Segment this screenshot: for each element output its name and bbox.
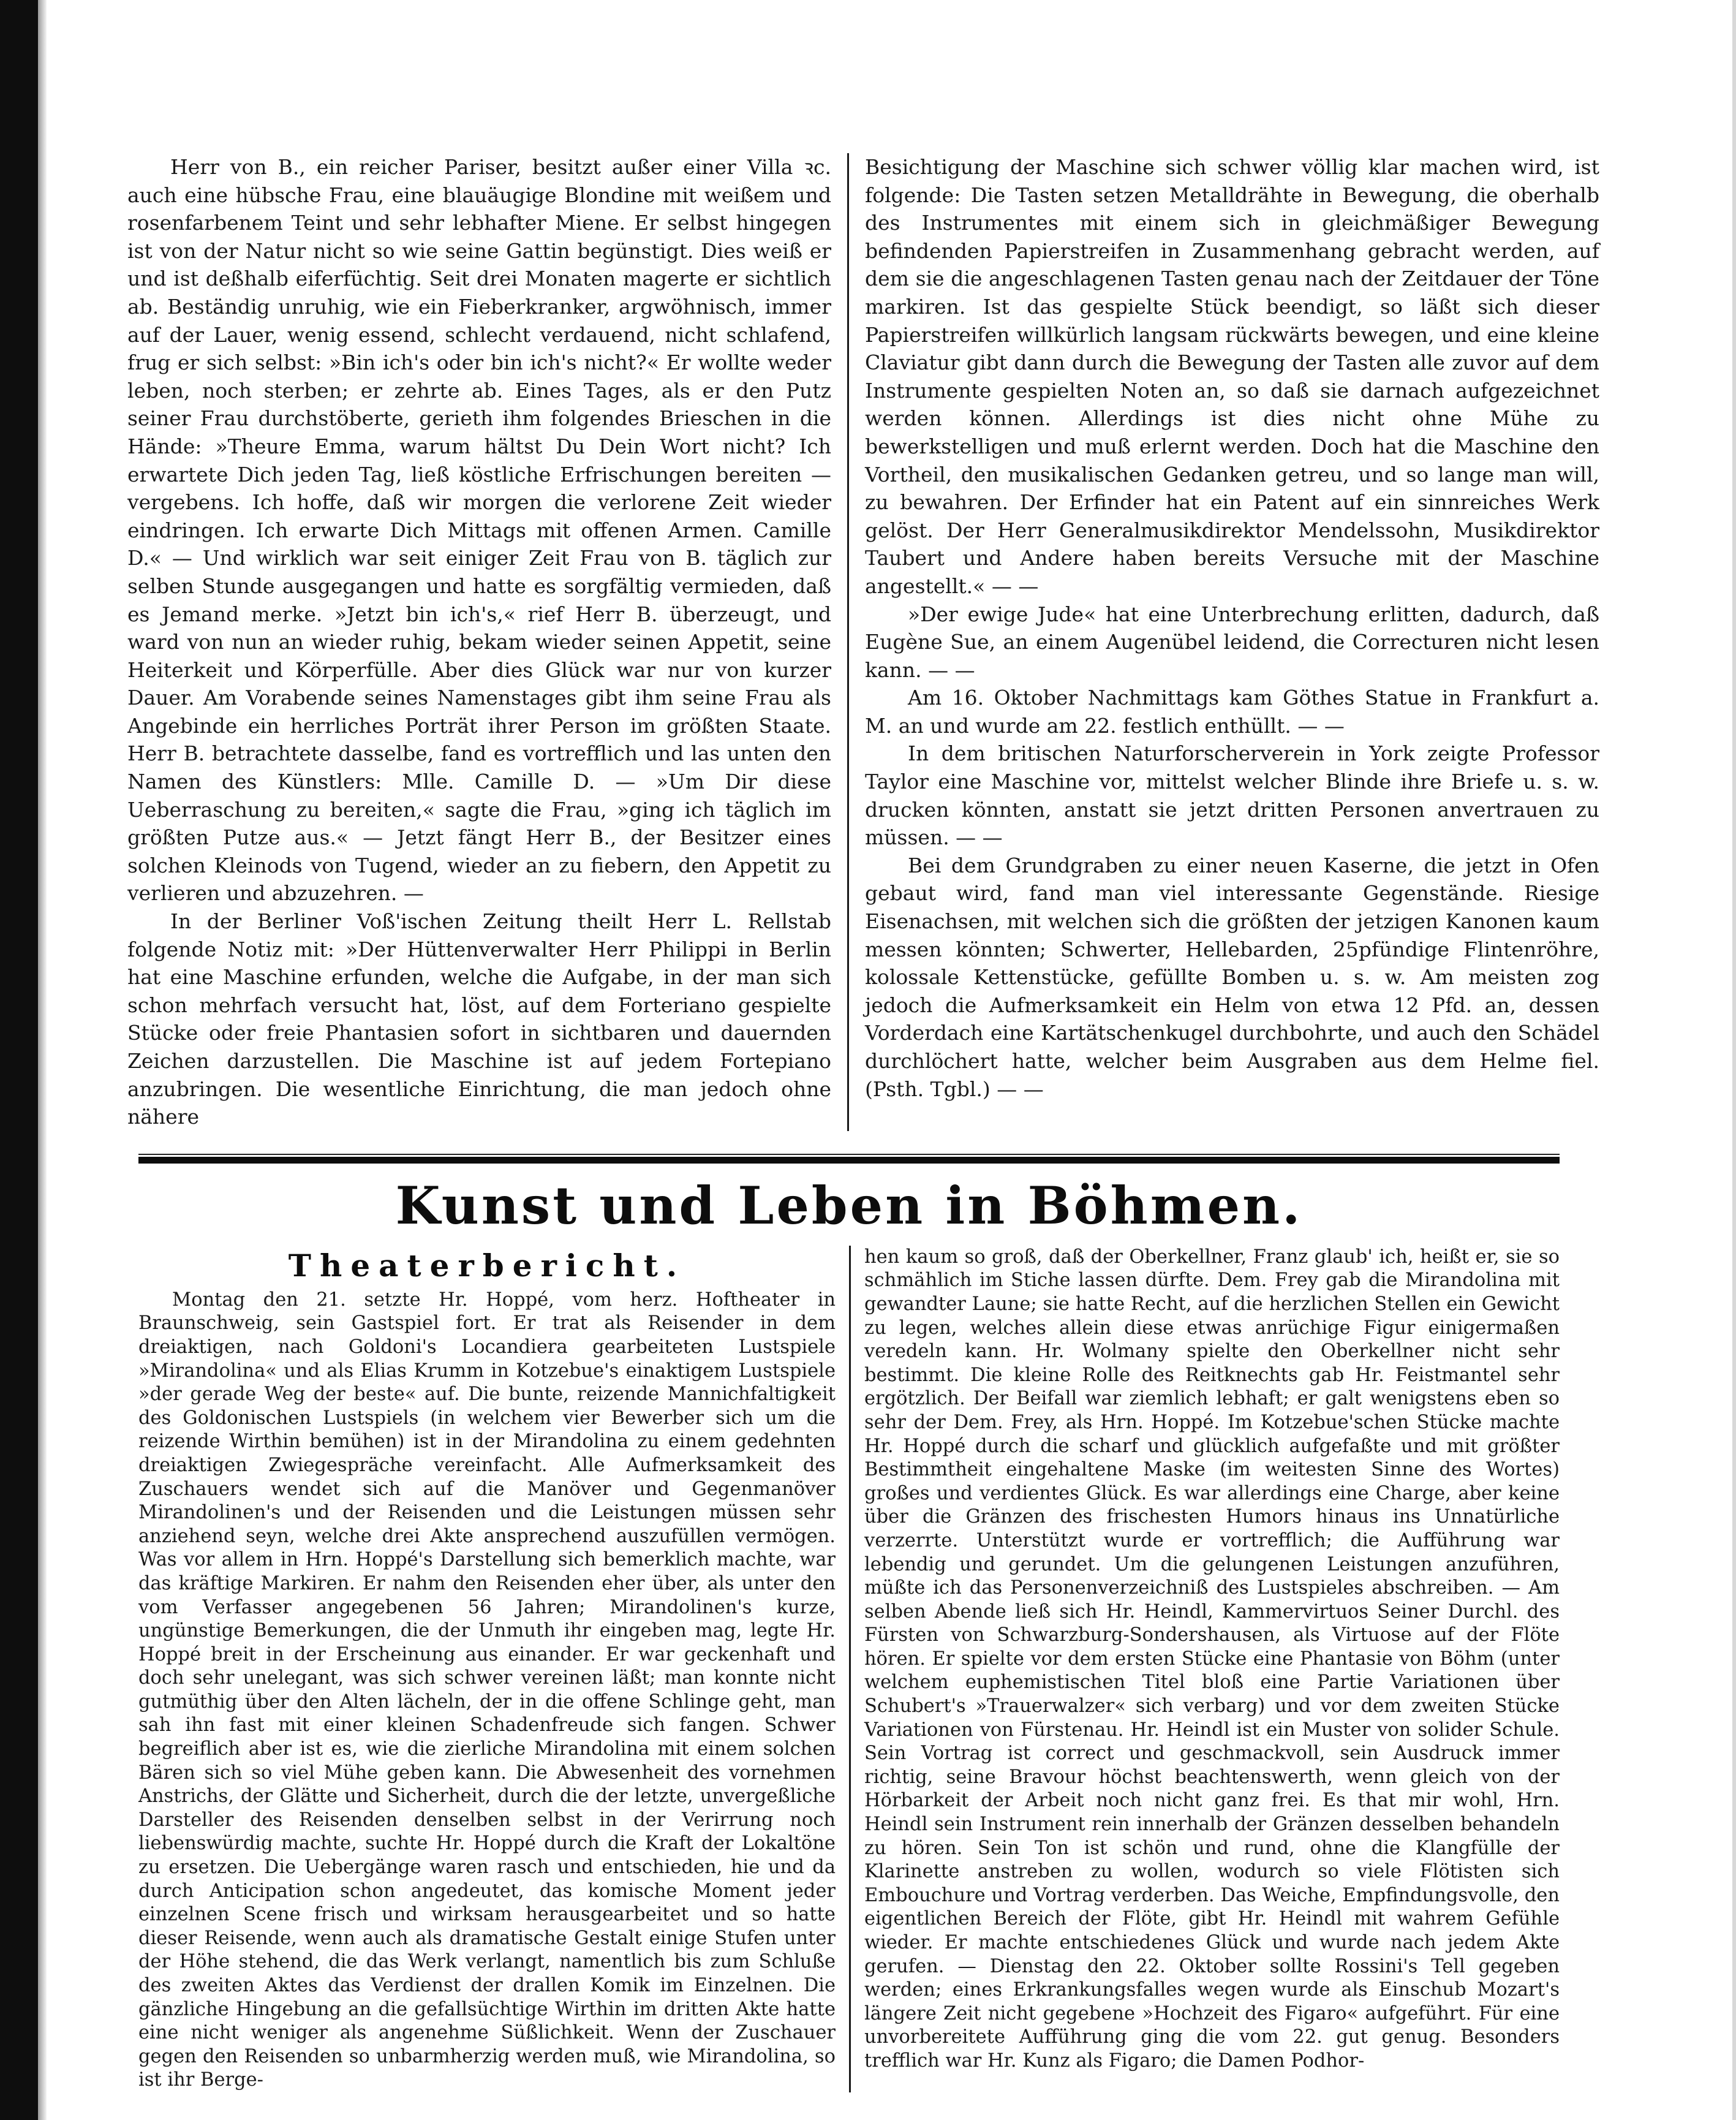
article-paragraph: In der Berliner Voß'ischen Zeitung theilt Herr L. Rellstab folgende Notiz mit: »Der Hüttenverwalter Herr Philippi in Berlin hat eine Maschine erfunden, welche die Aufgabe, in der man sich schon mehrfach versucht hat, löst, auf dem Forteriano gespielte Stücke oder freie Phantasien sofort in sichtbaren und dauernden Zeichen darzustellen. Die Maschine ist auf jedem Fortepiano anzubringen. Die wesentliche Einrichtung, die man jedoch ohne nähere [127, 909, 831, 1129]
upper-left-column [127, 153, 847, 1131]
section-rule-thin [138, 1154, 1560, 1155]
lower-right-column [849, 1246, 1560, 2092]
binding-edge [38, 0, 47, 2120]
binding-shadow [0, 0, 38, 2120]
lower-left-column [138, 1246, 849, 2092]
article-paragraph: hen kaum so groß, daß der Oberkellner, Franz glaub' ich, heißt er, sie so schmählich im Stiche lassen dürfte. Dem. Frey gab die Mirandolina mit gewandter Laune; sie hatte Recht, auf die herzlichen Stellen ein Gewicht zu legen, welches allein diese etwas anrüchige Figur einigermaßen veredeln kann. Hr. Wolmany spielte den Oberkellner nicht sehr bestimmt. Die kleine Rolle des Reitknechts gab Hr. Feistmantel sehr ergötzlich. Der Beifall war ziemlich lebhaft; er galt wenigstens eben so sehr der Dem. Frey, als Hrn. Hoppé. Im Kotzebue'schen Stücke machte Hr. Hoppé durch die scharf und glücklich aufgefaßte und mit größter Bestimmtheit eingehaltene Maske (im weitesten Sinne des Wortes) großes und verdientes Glück. Es war allerdings eine Charge, aber keine über die Gränzen des frischesten Humors hinaus ins Unnatürliche verzerrte. Unterstützt wurde er vortrefflich; die Aufführung war lebendig und gerundet. Um die gelungenen Leistungen anzuführen, müßte ich das Personenverzeichniß des Lustspieles abschreiben. — Am selben Abende ließ sich Hr. Heindl, Kammervirtuos Seiner Durchl. des Fürsten von Schwarzburg-Sondershausen, als Virtuose auf der Flöte hören. Er spielte vor dem ersten Stücke eine Phantasie von Böhm (unter welchem euphemistischen Titel bloß eine Partie Variationen über Schubert's »Trauerwalzer« sich verbarg) und vor dem zweiten Stücke Variationen von Fürstenau. Hr. Heindl ist ein Muster von solider Schule. Sein Vortrag ist correct und geschmackvoll, sein Ausdruck immer richtig, seine Bravour höchst beachtenswerth, wenn gleich von der Hörbarkeit der Arbeit noch nicht ganz frei. Es that mir wohl, Hrn. Heindl sein Instrument rein innerhalb der Gränzen desselben behandeln zu hören. Sein Ton ist schön und rund, ohne die Klangfülle der Klarinette anstreben zu wollen, wodurch so viele Flötisten sich Embouchure und Vortrag verderben. Das Weiche, Empfindungsvolle, den eigentlichen Bereich der Flöte, gibt Hr. Heindl mit wahrem Gefühle wieder. Er machte entschiedenes Glück und wurde nach jedem Akte gerufen. — Dienstag den 22. Oktober sollte Rossini's Tell gegeben werden; eines Erkrankungsfalles wegen wurde als Einschub Mozart's längere Zeit nicht gegebene »Hochzeit des Figaro« aufgeführt. Für eine unvorbereitete Aufführung ging die vom 22. gut genug. Besonders trefflich war Hr. Kunz als Figaro; die Damen Podhor- [864, 1246, 1560, 2072]
page-edge [1732, 0, 1736, 2120]
article-paragraph: In dem britischen Naturforscherverein in York zeigte Professor Taylor eine Maschine vor, mittelst welcher Blinde ihre Briefe u. s. w. drucken könnten, anstatt sie jetzt dritten Personen anvertrauen zu müssen. — — [865, 741, 1599, 850]
article-paragraph: Montag den 21. setzte Hr. Hoppé, vom herz. Hoftheater in Braunschweig, sein Gastspiel fort. Er trat als Reisender in dem dreiaktigen, nach Goldoni's Locandiera gearbeiteten Lustspiele »Mirandolina« und als Elias Krumm in Kotzebue's einaktigem Lustspiele »der gerade Weg der beste« auf. Die bunte, reizende Mannichfaltigkeit des Goldonischen Lustspiels (in welchem vier Bewerber sich um die reizende Wirthin bemühen) ist in der Mirandolina zu einem gedehnten dreiaktigen Zwiegespräche vereinfacht. Alle Aufmerksamkeit des Zuschauers wendet sich auf die Manöver und Gegenmanöver Mirandolinen's und der Reisenden und die Leistungen müssen sehr anziehend seyn, welche drei Akte ansprechend auszufüllen vermögen. Was vor allem in Hrn. Hoppé's Darstellung sich bemerklich machte, war das kräftige Markiren. Er nahm den Reisenden eher über, als unter den vom Verfasser angegebenen 56 Jahren; Mirandolinen's kurze, ungünstige Bemerkungen, die der Unmuth ihr eingeben mag, legte Hr. Hoppé breit in der Erscheinung aus einander. Er war geckenhaft und doch sehr unelegant, was sich schwer vereinen läßt; man konnte nicht gutmüthig über den Alten lächeln, der in die offene Schlinge geht, man sah ihn fast mit einer kleinen Schadenfreude sich fangen. Schwer begreiflich aber ist es, wie die zierliche Mirandolina mit einem solchen Bären sich so viel Mühe geben kann. Die Abwesenheit des vornehmen Anstrichs, der Glätte und Sicherheit, durch die der letzte, unvergeßliche Darsteller des Reisenden denselben selbst in der Verirrung noch liebenswürdig machte, suchte Hr. Hoppé durch die Kraft der Lokaltöne zu ersetzen. Die Uebergänge waren rasch und entschieden, hie und da durch Anticipation schon angedeutet, das komische Moment jeder einzelnen Scene frisch und wirksam herausgearbeitet und so hatte dieser Reisende, wenn auch als dramatische Gestalt einige Stufen unter der Höhe stehend, die das Werk verlangt, namentlich bis zum Schluße des zweiten Aktes das Verdienst der drallen Komik im Einzelnen. Die gänzliche Hingebung an die gefallsüchtige Wirthin im dritten Akte hatte eine nicht weniger als angenehme Süßlichkeit. Wenn der Zuschauer gegen den Reisenden so unbarmherzig werden muß, wie Mirandolina, so ist ihr Berge- [138, 1289, 836, 2091]
upper-right-column [847, 153, 1599, 1131]
article-paragraph: »Der ewige Jude« hat eine Unterbrechung erlitten, dadurch, daß Eugène Sue, an einem Augenübel leidend, die Correcturen nicht lesen kann. — — [865, 602, 1599, 682]
newspaper-page [72, 0, 1720, 2120]
article-paragraph: Bei dem Grundgraben zu einer neuen Kaserne, die jetzt in Ofen gebaut wird, fand man viel interessante Gegenstände. Riesige Eisenachsen, mit welchen sich die größten der jetzigen Kanonen kaum messen könnten; Schwerter, Hellebarden, 25pfündige Flintenröhre, kolossale Kettenstücke, gefüllte Bomben u. s. w. Am meisten zog jedoch die Aufmerksamkeit ein Helm von etwa 12 Pfd. an, dessen Vorderdach eine Kartätschenkugel durchbohrte, und auch den Schädel durchlöchert hatte, welcher beim Ausgraben aus dem Helme fiel. (Psth. Tgbl.) — — [865, 853, 1599, 1101]
article-paragraph: Herr von B., ein reicher Pariser, besitzt außer einer Villa ꝛc. auch eine hübsche Frau, eine blauäugige Blondine mit weißem und rosenfarbenem Teint und sehr lebhafter Miene. Er selbst hingegen ist von der Natur nicht so wie seine Gattin begünstigt. Dies weiß er und ist deßhalb eiferfüchtig. Seit drei Monaten magerte er sichtlich ab. Beständig unruhig, wie ein Fieberkranker, argwöhnisch, immer auf der Lauer, wenig essend, schlecht verdauend, nicht schlafend, frug er sich selbst: »Bin ich's oder bin ich's nicht?« Er wollte weder leben, noch sterben; er zehrte ab. Eines Tages, als er den Putz seiner Frau durchstöberte, gerieth ihm folgendes Brieschen in die Hände: »Theure Emma, warum hältst Du Dein Wort nicht? Ich erwartete Dich jeden Tag, ließ köstliche Erfrischungen bereiten — vergebens. Ich hoffe, daß wir morgen die verlorene Zeit wieder eindringen. Ich erwarte Dich Mittags mit offenen Armen. Camille D.« — Und wirklich war seit einiger Zeit Frau von B. täglich zur selben Stunde ausgegangen und hatte es sorgfältig vermieden, daß es Jemand merke. »Jetzt bin ich's,« rief Herr B. überzeugt, und ward von nun an wieder ruhig, bekam wieder seinen Appetit, seine Heiterkeit und Körperfülle. Aber dies Glück war nur von kurzer Dauer. Am Vorabende seines Namenstages gibt ihm seine Frau als Angebinde ein herrliches Porträt ihrer Person im größten Staate. Herr B. betrachtete dasselbe, fand es vortrefflich und las unten den Namen des Künstlers: Mlle. Camille D. — »Um Dir diese Ueberraschung zu bereiten,« sagte die Frau, »ging ich täglich im größten Putze aus.« — Jetzt fängt Herr B., der Besitzer eines solchen Kleinods von Tugend, wieder an zu fiebern, den Appetit zu verlieren und abzuzehren. — [127, 155, 831, 906]
upper-columns [127, 153, 1616, 1131]
section-rule-thick [138, 1157, 1560, 1164]
section-title: Kunst und Leben in Böhmen. [395, 1175, 1303, 1236]
article-paragraph: Besichtigung der Maschine sich schwer völlig klar machen wird, ist folgende: Die Tasten setzen Metalldrähte in Bewegung, die oberhalb des Instrumentes mit einem sich in gleichmäßiger Bewegung befindenden Papierstreifen in Zusammenhang gebracht werden, auf dem sie die angeschlagenen Tasten genau nach der Zeitdauer der Töne markiren. Ist das gespielte Stück beendigt, so läßt sich dieser Papierstreifen willkürlich langsam rückwärts bewegen, und eine kleine Claviatur gibt dann durch die Bewegung der Tasten alle zuvor auf dem Instrumente gespielten Noten an, so daß sie darnach aufgezeichnet werden können. Allerdings ist dies nicht ohne Mühe zu bewerkstelligen und muß erlernt werden. Doch hat die Maschine den Vortheil, den musikalischen Gedanken getreu, und so lange man will, zu bewahren. Der Erfinder hat ein Patent auf ein sinnreiches Werk gelöst. Der Herr Generalmusikdirektor Mendelssohn, Musikdirektor Taubert und Andere haben bereits Versuche mit der Maschine angestellt.« — — [865, 155, 1599, 598]
article-paragraph: Am 16. Oktober Nachmittags kam Göthes Statue in Frankfurt a. M. an und wurde am 22. festlich enthüllt. — — [865, 686, 1599, 738]
lower-columns [138, 1246, 1560, 2092]
subheading: Theaterbericht. [288, 1247, 686, 1284]
